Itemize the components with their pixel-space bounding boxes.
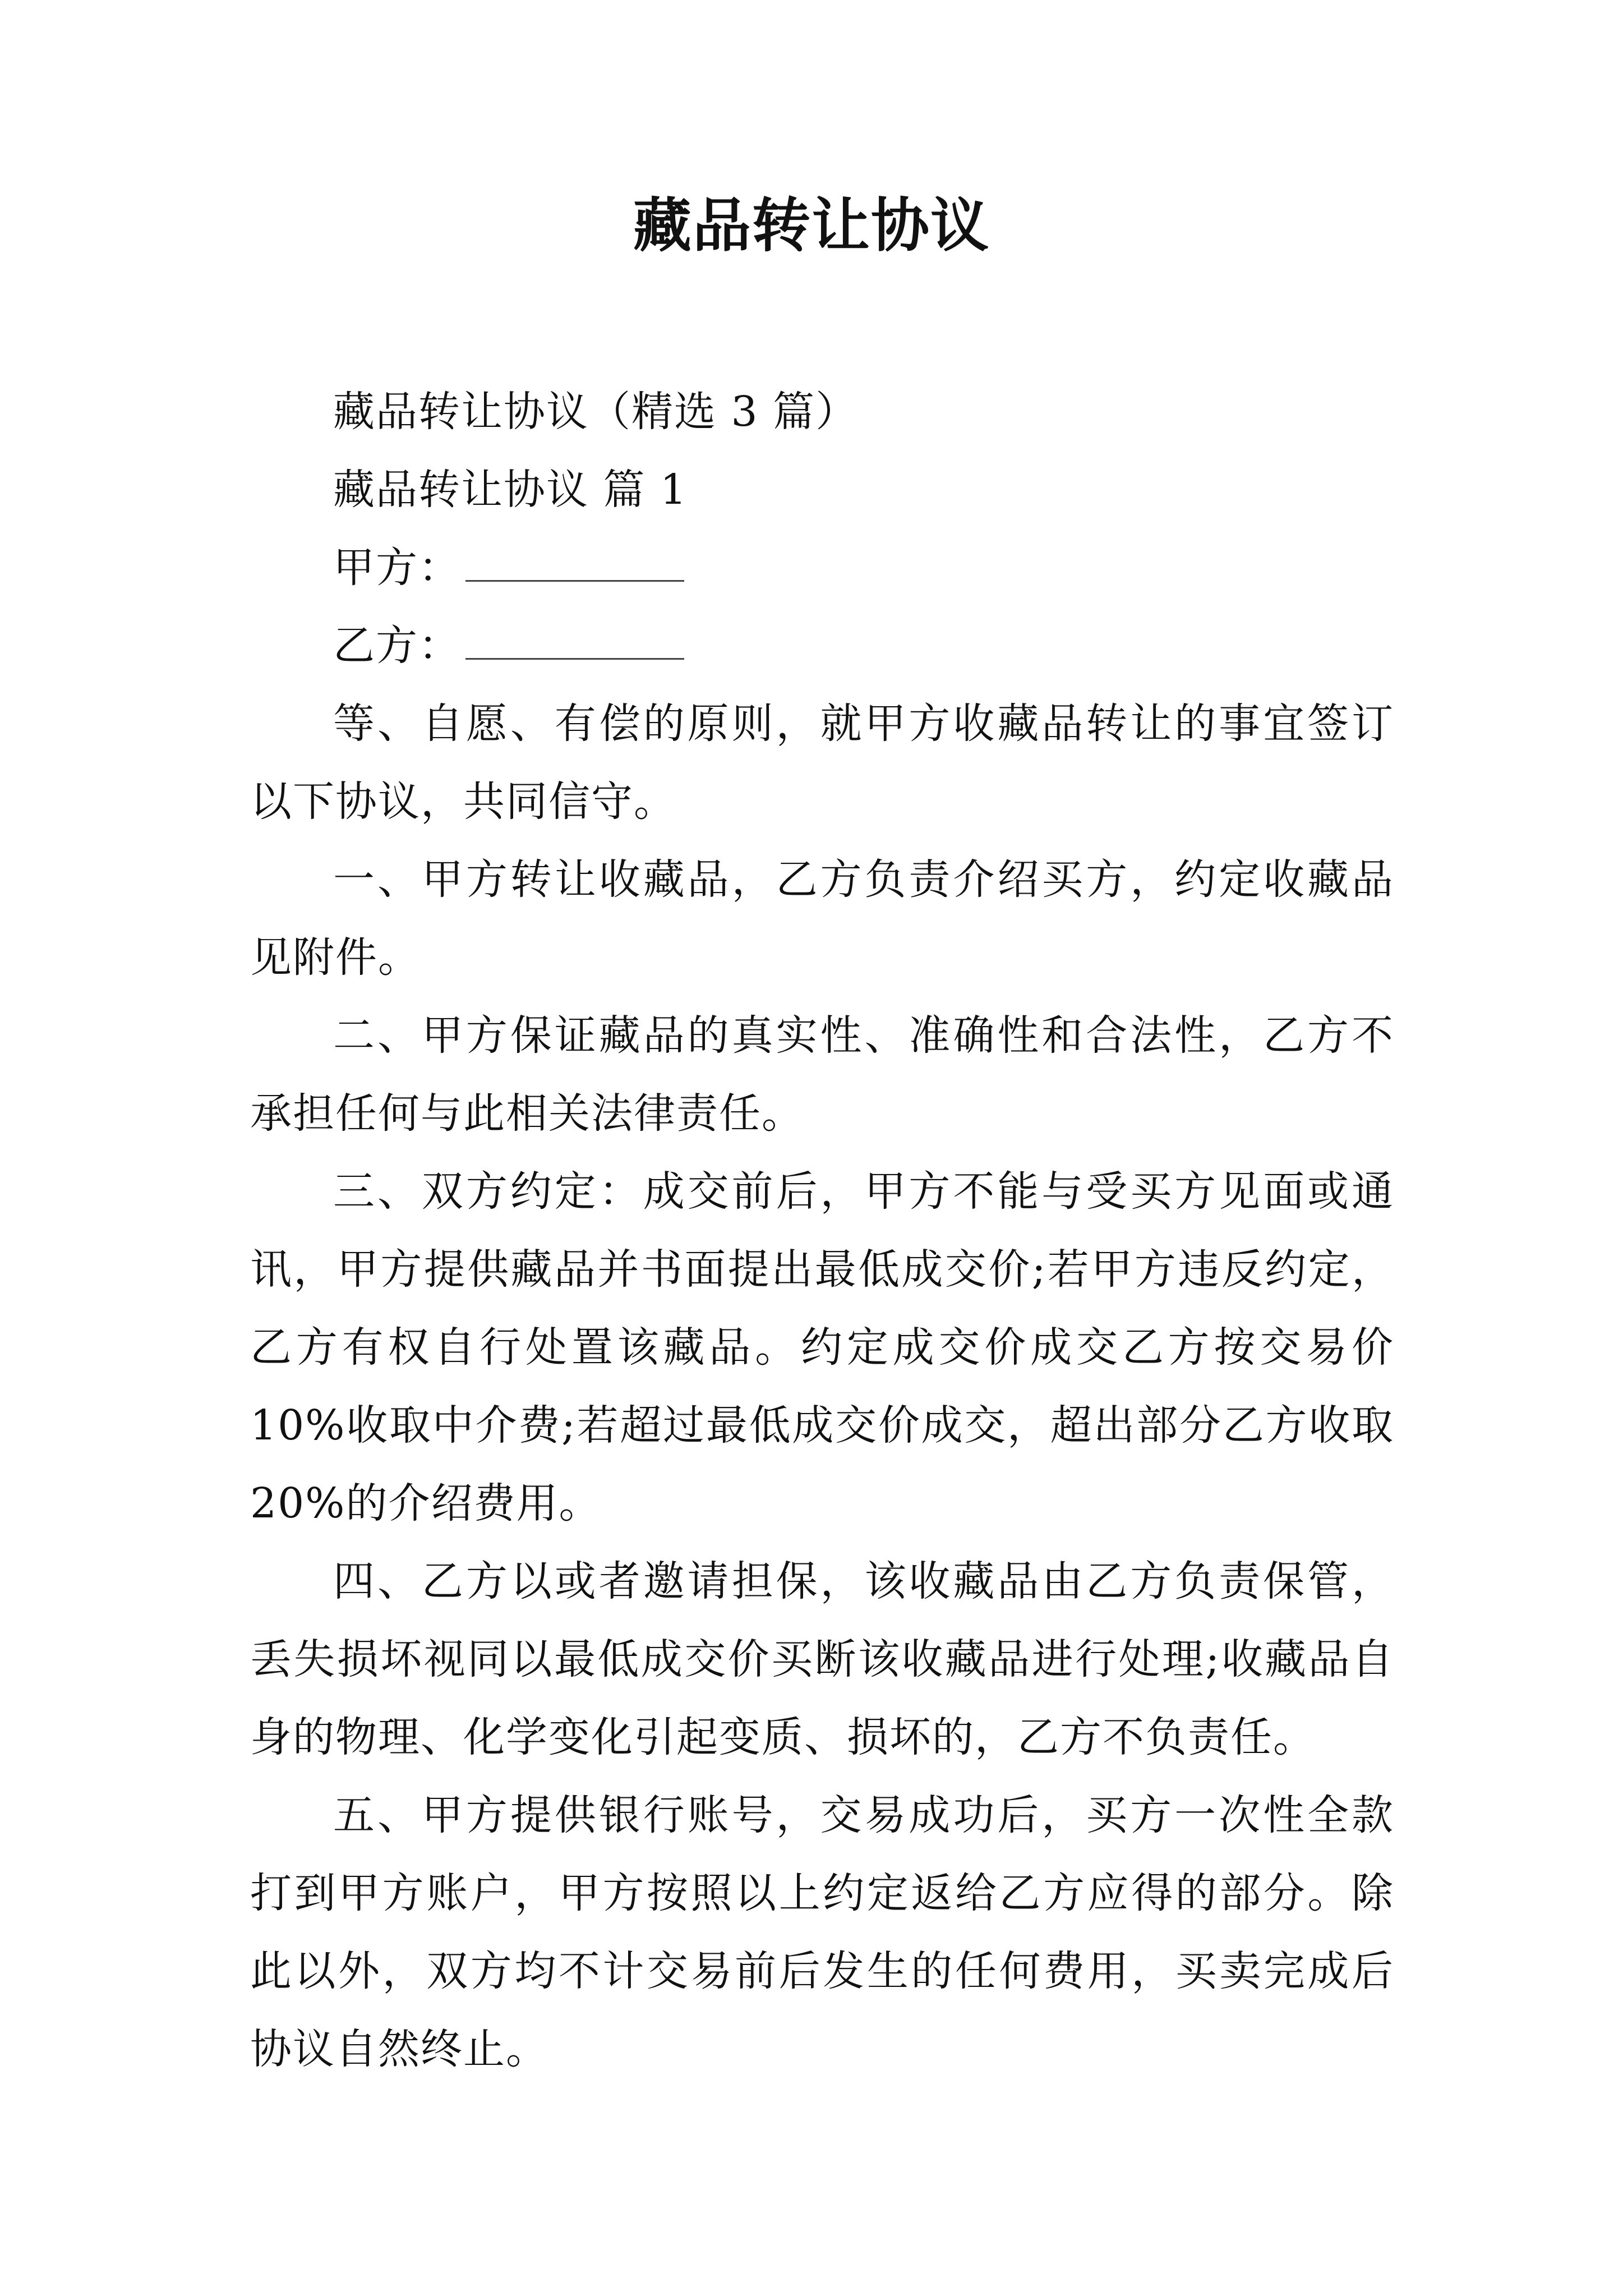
- party-a-label: 甲方：: [333, 544, 461, 592]
- paragraph-1: 一、甲方转让收藏品，乙方负责介绍买方，约定收藏品见附件。: [250, 855, 1394, 982]
- section-heading: 藏品转让协议 篇 1: [333, 466, 688, 514]
- paragraph-5: 五、甲方提供银行账号，交易成功后，买方一次性全款打到甲方账户，甲方按照以上约定返给乙方应得的部分。除此以外，双方均不计交易前后发生的任何费用，买卖完成后协议自然终止。: [250, 1791, 1394, 2073]
- party-a-line: [250, 529, 1394, 607]
- paragraph-2: 二、甲方保证藏品的真实性、准确性和合法性，乙方不承担任何与此相关法律责任。: [250, 1011, 1394, 1138]
- party-b-label: 乙方：: [333, 622, 461, 670]
- document-body: [250, 373, 1394, 2088]
- paragraph-intro: 等、自愿、有偿的原则，就甲方收藏品转让的事宜签订以下协议，共同信守。: [250, 700, 1394, 826]
- paragraph-4: 四、乙方以或者邀请担保，该收藏品由乙方负责保管，丢失损坏视同以最低成交价买断该收藏品进行处理;收藏品自身的物理、化学变化引起变质、损坏的，乙方不负责任。: [250, 1557, 1394, 1761]
- party-b-blank: [465, 624, 684, 660]
- party-b-line: [250, 607, 1394, 685]
- subtitle: 藏品转让协议（精选 3 篇）: [333, 388, 859, 436]
- document-title: 藏品转让协议: [633, 191, 990, 260]
- paragraph-3: 三、双方约定：成交前后，甲方不能与受买方见面或通讯，甲方提供藏品并书面提出最低成交价;若甲方违反约定，乙方有权自行处置该藏品。约定成交价成交乙方按交易价 10%收取中介费;若超过最低成交价成交，超出部分乙方收取 20%的介绍费用。: [250, 1167, 1394, 1527]
- party-a-blank: [465, 546, 684, 582]
